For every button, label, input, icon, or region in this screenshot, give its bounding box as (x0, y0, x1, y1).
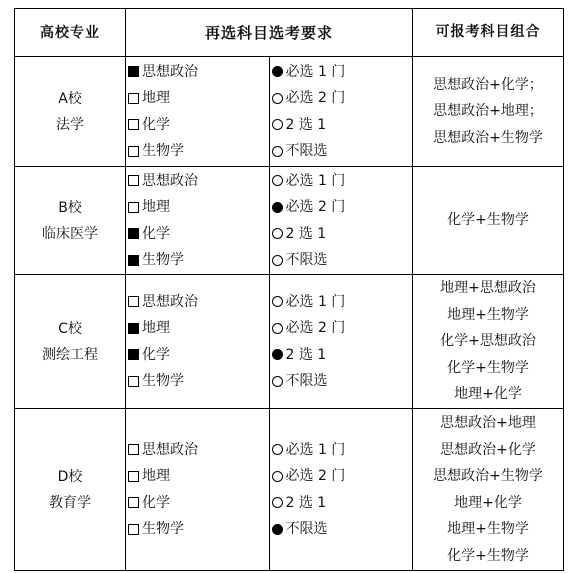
table-row (15, 57, 564, 167)
empty-circle-icon (272, 376, 283, 387)
combo-item: 地理+化学 (454, 386, 522, 403)
school-name: A校 (58, 90, 82, 107)
header-combos: 可报考科目组合 (413, 9, 564, 57)
subjects-cell (126, 167, 270, 275)
subject-label: 思想政治 (142, 172, 198, 189)
filled-circle-icon (272, 349, 283, 360)
subject-label: 地理 (142, 320, 170, 336)
combo-item: 地理+生物学 (447, 521, 529, 537)
filled-circle-icon (272, 524, 283, 535)
subject-label: 地理 (142, 90, 170, 106)
requirement-option (272, 516, 413, 543)
requirement-label: 不限选 (285, 143, 328, 159)
header-major: 高校专业 (15, 9, 126, 57)
requirement-label: 2 选 1 (285, 225, 327, 242)
requirement-option (272, 437, 413, 464)
combo-item: 思想政治+地理； (433, 103, 543, 120)
requirement-option (272, 221, 413, 248)
requirement-option (272, 315, 413, 342)
subject-option (128, 437, 269, 464)
header-requirements: 再选科目选考要求 (126, 9, 413, 57)
combo-item: 思想政治+生物学 (433, 129, 543, 146)
empty-box-icon (128, 471, 139, 482)
requirement-label: 必选 2 门 (285, 90, 346, 106)
combo-item: 思想政治+生物学 (433, 468, 543, 484)
subject-label: 地理 (142, 199, 170, 215)
table-row (15, 167, 564, 275)
combo-item: 地理+化学 (454, 494, 522, 511)
empty-box-icon (128, 175, 139, 186)
table-row (15, 275, 564, 409)
empty-circle-icon (272, 296, 283, 307)
combo-item: 地理+生物学 (447, 306, 529, 323)
subject-option (128, 59, 269, 86)
combos-cell (413, 57, 564, 167)
major-name: 教育学 (49, 494, 91, 511)
requirement-label: 必选 1 门 (285, 441, 346, 458)
combo-item: 思想政治+化学 (440, 441, 536, 458)
empty-box-icon (128, 376, 139, 387)
subject-option (128, 315, 269, 342)
empty-box-icon (128, 119, 139, 130)
checked-box-icon (128, 323, 139, 334)
checked-box-icon (128, 228, 139, 239)
requirement-option (272, 168, 413, 195)
requirement-option (272, 59, 413, 86)
empty-box-icon (128, 497, 139, 508)
subject-option (128, 342, 269, 369)
requirement-label: 2 选 1 (285, 346, 327, 363)
header-row (15, 9, 564, 57)
empty-circle-icon (272, 119, 283, 130)
combo-item: 化学+生物学 (447, 359, 529, 376)
requirement-cell (269, 409, 413, 571)
table-row (15, 409, 564, 571)
empty-circle-icon (272, 93, 283, 104)
requirement-option (272, 289, 413, 316)
empty-circle-icon (272, 444, 283, 455)
major-name: 法学 (56, 116, 84, 133)
subject-option (128, 168, 269, 195)
combo-item: 思想政治+化学； (433, 76, 543, 93)
combo-item: 化学+生物学 (447, 547, 529, 564)
requirement-option (272, 85, 413, 112)
major-name: 测绘工程 (42, 346, 98, 363)
checked-box-icon (128, 66, 139, 77)
subject-label: 化学 (142, 225, 170, 242)
requirements-table (14, 8, 564, 571)
subject-label: 思想政治 (142, 441, 198, 458)
combos-cell (413, 167, 564, 275)
requirement-option (272, 247, 413, 274)
subject-label: 生物学 (142, 252, 184, 268)
subject-label: 化学 (142, 494, 170, 511)
requirement-label: 必选 2 门 (285, 199, 346, 215)
subject-option (128, 138, 269, 165)
requirement-label: 必选 2 门 (285, 468, 346, 484)
subject-option (128, 289, 269, 316)
subject-label: 化学 (142, 346, 170, 363)
empty-circle-icon (272, 175, 283, 186)
school-major-cell (15, 409, 126, 571)
subject-label: 生物学 (142, 521, 184, 537)
school-name: C校 (58, 320, 82, 337)
subject-option (128, 247, 269, 274)
requirement-cell (269, 167, 413, 275)
school-major-cell (15, 167, 126, 275)
empty-circle-icon (272, 255, 283, 266)
combo-item: 化学+生物学 (447, 212, 529, 229)
requirement-label: 必选 1 门 (285, 293, 346, 310)
school-major-cell (15, 275, 126, 409)
subject-option (128, 85, 269, 112)
empty-box-icon (128, 93, 139, 104)
requirement-option (272, 342, 413, 369)
filled-circle-icon (272, 202, 283, 213)
empty-box-icon (128, 202, 139, 213)
major-name: 临床医学 (42, 225, 98, 242)
requirement-label: 不限选 (285, 252, 328, 268)
subject-label: 生物学 (142, 143, 184, 159)
requirement-label: 必选 2 门 (285, 320, 346, 336)
subject-label: 思想政治 (142, 293, 198, 310)
empty-box-icon (128, 296, 139, 307)
requirement-label: 必选 1 门 (285, 63, 346, 80)
requirement-option (272, 194, 413, 221)
requirement-option (272, 112, 413, 139)
school-major-cell (15, 57, 126, 167)
subjects-cell (126, 57, 270, 167)
school-name: D校 (57, 468, 83, 485)
subject-label: 化学 (142, 116, 170, 133)
subject-label: 生物学 (142, 373, 184, 389)
combos-cell (413, 275, 564, 409)
empty-circle-icon (272, 146, 283, 157)
combo-item: 化学+思想政治 (440, 333, 536, 350)
empty-circle-icon (272, 228, 283, 239)
subject-option (128, 490, 269, 517)
checked-box-icon (128, 349, 139, 360)
empty-box-icon (128, 524, 139, 535)
filled-circle-icon (272, 66, 283, 77)
subject-option (128, 221, 269, 248)
subject-option (128, 463, 269, 490)
requirement-label: 必选 1 门 (285, 172, 346, 189)
requirement-label: 不限选 (285, 521, 328, 537)
checked-box-icon (128, 255, 139, 266)
subject-option (128, 194, 269, 221)
subject-label: 思想政治 (142, 63, 198, 80)
combo-item: 地理+思想政治 (440, 280, 536, 297)
subject-label: 地理 (142, 468, 170, 484)
subjects-cell (126, 275, 270, 409)
empty-circle-icon (272, 323, 283, 334)
requirement-label: 2 选 1 (285, 116, 327, 133)
subject-option (128, 368, 269, 395)
requirement-option (272, 138, 413, 165)
school-name: B校 (58, 199, 82, 216)
requirement-cell (269, 275, 413, 409)
requirement-cell (269, 57, 413, 167)
requirement-option (272, 368, 413, 395)
combos-cell (413, 409, 564, 571)
empty-circle-icon (272, 471, 283, 482)
requirement-option (272, 463, 413, 490)
requirement-option (272, 490, 413, 517)
requirement-label: 不限选 (285, 373, 328, 389)
requirement-label: 2 选 1 (285, 494, 327, 511)
empty-box-icon (128, 444, 139, 455)
subject-option (128, 516, 269, 543)
empty-box-icon (128, 146, 139, 157)
subjects-cell (126, 409, 270, 571)
combo-item: 思想政治+地理 (440, 415, 536, 431)
subject-option (128, 112, 269, 139)
empty-circle-icon (272, 497, 283, 508)
